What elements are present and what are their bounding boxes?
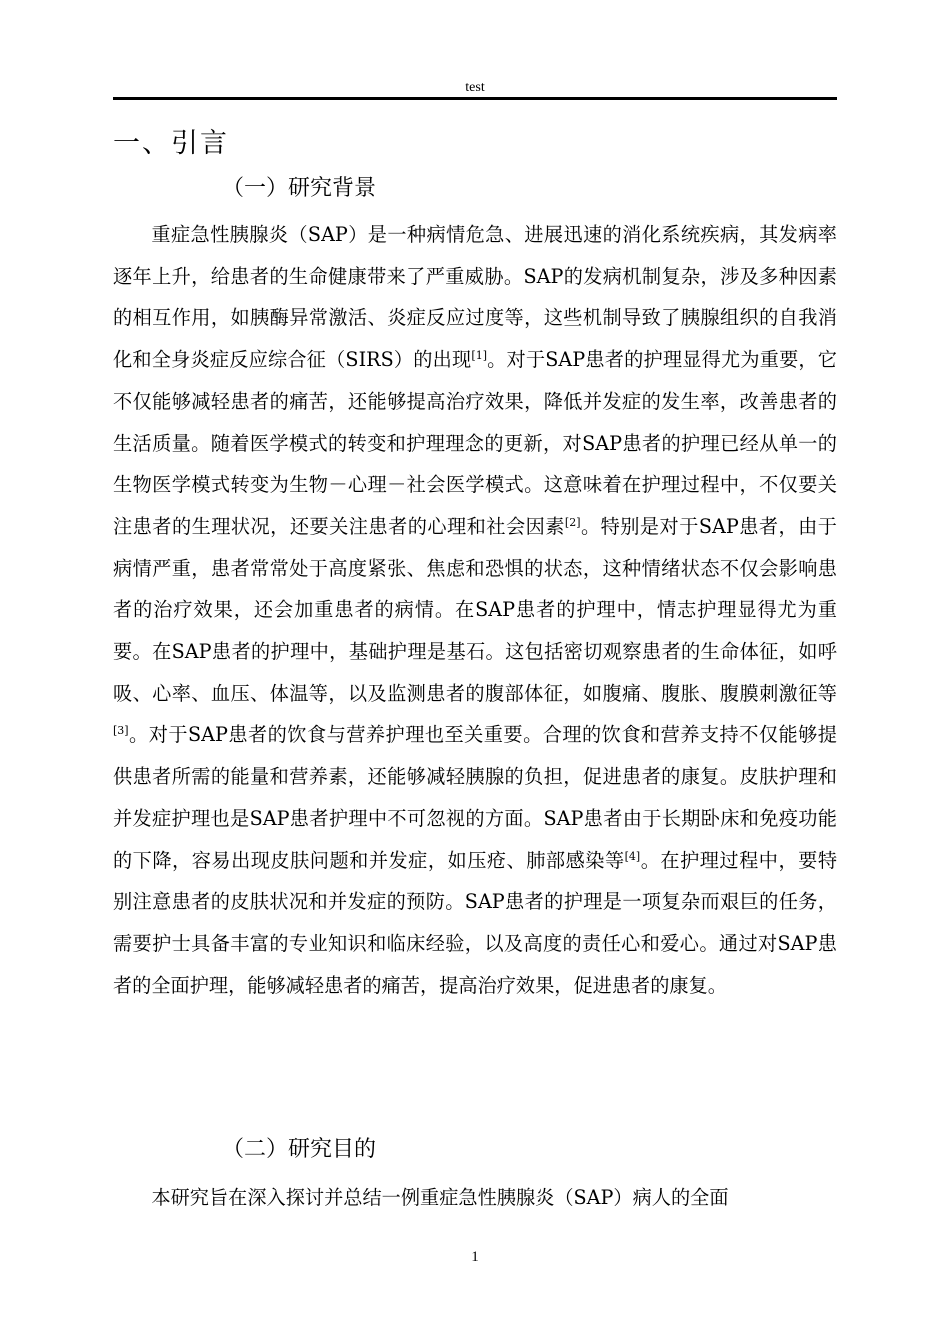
paragraph-text: 。在护理过程中，要特别注意患者的皮肤状况和并发症的预防。SAP患者的护理是一项复杂而艰巨的任务，需要护士具备丰富的专业知识和临床经验，以及高度的责任心和爱心。通过对SAP患者的全面护理，能够减轻患者的痛苦，提高治疗效果，促进患者的康复。 [113,848,838,997]
subsection-title-background: （一）研究背景 [222,176,377,201]
paragraph-text: 。特别是对于SAP患者，由于病情严重，患者常常处于高度紧张、焦虑和恐惧的状态，这种情绪状态不仅会影响患者的治疗效果，还会加重患者的病情。在SAP患者的护理中，情志护理显得尤为重要。在SAP患者的护理中，基础护理是基石。这包括密切观察患者的生命体征，如呼吸、心率、血压、体温等，以及监测患者的腹部体征，如腹痛、腹胀、腹膜刺激征等 [113,514,837,705]
page-header: test [465,80,485,95]
subsection-title-purpose: （二）研究目的 [222,1137,377,1162]
header-rule [113,97,837,100]
section-title: 一、引言 [113,128,229,159]
background-paragraph [113,214,837,1006]
paragraph-text: 。对于SAP患者的护理显得尤为重要，它不仅能够减轻患者的痛苦，还能够提高治疗效果，降低并发症的发生率，改善患者的生活质量。随着医学模式的转变和护理理念的更新，对SAP患者的护理已经从单一的生物医学模式转变为生物－心理－社会医学模式。这意味着在护理过程中，不仅要关注患者的生理状况，还要关注患者的心理和社会因素 [113,348,837,538]
citation-ref: [3] [113,724,129,738]
paragraph-text: 。对于SAP患者的饮食与营养护理也至关重要。合理的饮食和营养支持不仅能够提供患者所需的能量和营养素，还能够减轻胰腺的负担，促进患者的康复。皮肤护理和并发症护理也是SAP患者护理中不可忽视的方面。SAP患者由于长期卧床和免疫功能的下降，容易出现皮肤问题和并发症，如压疮、肺部感染等 [113,723,837,872]
paragraph-text: 重症急性胰腺炎（SAP）是一种病情危急、进展迅速的消化系统疾病，其发病率逐年上升，给患者的生命健康带来了严重威胁。SAP的发病机制复杂，涉及多种因素的相互作用，如胰酶异常激活、炎症反应过度等，这些机制导致了胰腺组织的自我消化和全身炎症反应综合征（SIRS）的出现 [113,223,837,372]
citation-ref: [4] [624,849,641,863]
page-number: 1 [471,1249,479,1265]
citation-ref: [1] [471,349,487,363]
citation-ref: [2] [564,515,581,529]
purpose-paragraph: 本研究旨在深入探讨并总结一例重症急性胰腺炎（SAP）病人的全面 [151,1186,729,1209]
